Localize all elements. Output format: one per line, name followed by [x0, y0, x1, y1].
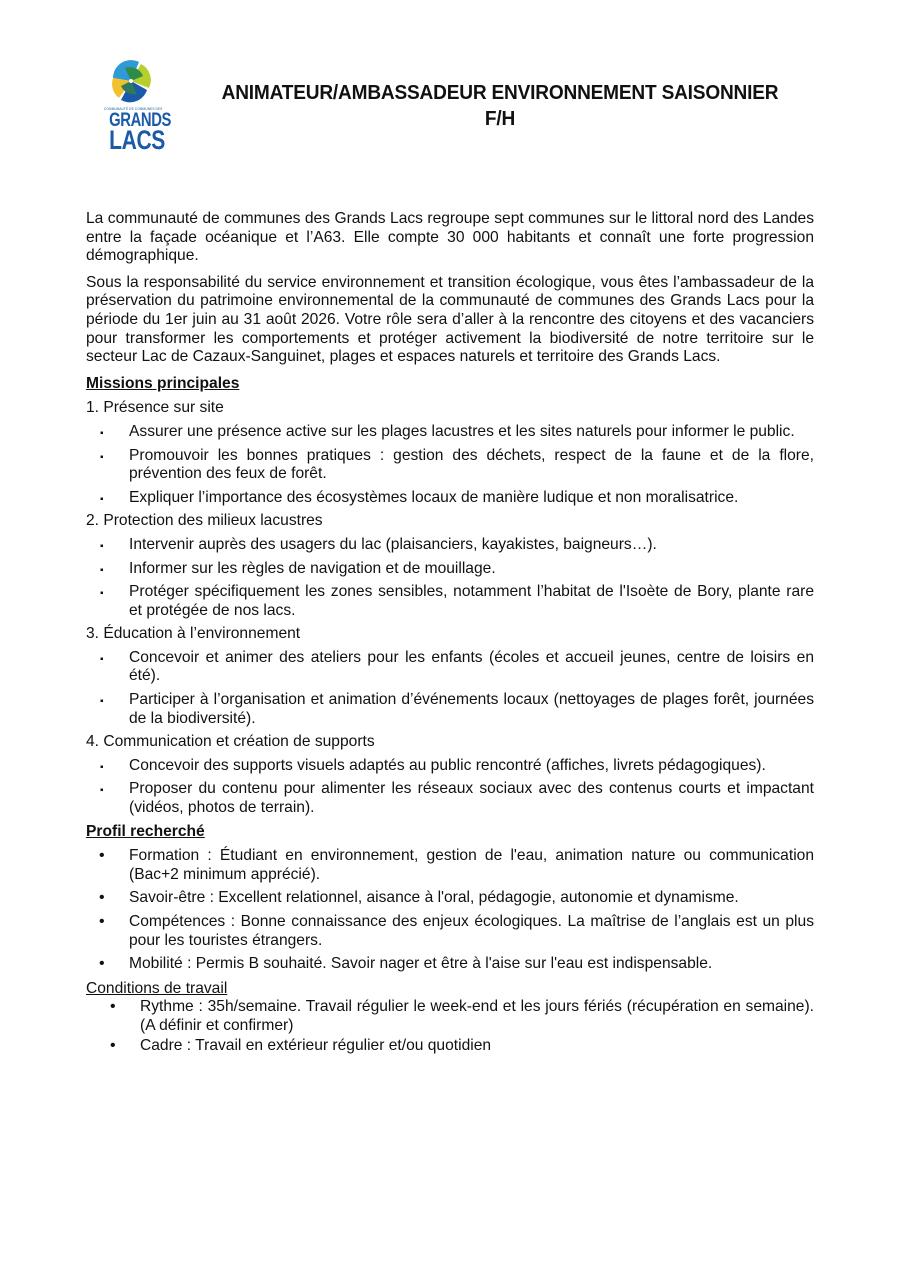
dot-bullet-icon: •	[99, 847, 105, 865]
square-bullet-icon: ▪	[100, 588, 104, 600]
title-line-1: ANIMATEUR/AMBASSADEUR ENVIRONNEMENT SAISONNIER	[221, 81, 779, 104]
mission-list	[86, 423, 814, 507]
dot-bullet-icon: •	[110, 1036, 116, 1054]
square-bullet-icon: ▪	[100, 564, 104, 576]
conditions-heading: Conditions de travail	[86, 979, 228, 997]
profil-list	[86, 847, 814, 974]
square-bullet-icon: ▪	[100, 427, 104, 439]
mission-section-title: 3. Éducation à l’environnement	[86, 625, 301, 643]
mission-section-title: 4. Communication et création de supports	[86, 733, 375, 751]
dot-bullet-icon: •	[99, 913, 105, 930]
list-item: • Cadre : Travail en extérieur régulier et/ou quotidien	[110, 1036, 492, 1054]
list-item: ▪ Informer sur les règles de navigation et de mouillage.	[86, 560, 814, 579]
mission-section-title: 2. Protection des milieux lacustres	[86, 512, 323, 530]
logo-lacs: LACS	[109, 125, 165, 155]
mission-list	[86, 536, 814, 620]
list-item: ▪ Protéger spécifiquement les zones sensibles, notamment l’habitat de l'Isoète de Bory, plante rare et protégée de nos lacs.	[100, 583, 814, 619]
mission-list	[86, 757, 814, 818]
list-item: ▪ Expliquer l’importance des écosystèmes locaux de manière ludique et non moralisatrice.	[86, 489, 814, 508]
dot-bullet-icon: •	[99, 889, 105, 907]
page-title	[202, 80, 797, 132]
mission-list	[86, 649, 814, 728]
list-item: ▪ Participer à l’organisation et animation d’événements locaux (nettoyages de plages forêt, journées de la biodiversité).	[100, 691, 814, 727]
dot-bullet-icon: •	[99, 955, 105, 973]
logo-grands: GRANDS	[109, 110, 172, 131]
list-item: ▪ Concevoir des supports visuels adaptés au public rencontré (affiches, livrets pédagogiques).	[86, 757, 814, 776]
square-bullet-icon: ▪	[100, 451, 104, 463]
mission-section-title: 1. Présence sur site	[86, 399, 224, 417]
list-item: ▪ Promouvoir les bonnes pratiques : gestion des déchets, respect de la faune et de la flore, prévention des feux de forêt.	[100, 446, 814, 483]
square-bullet-icon: ▪	[100, 493, 104, 505]
square-bullet-icon: ▪	[100, 540, 104, 552]
dot-bullet-icon: •	[110, 998, 116, 1016]
list-item: • Compétences : Bonne connaissance des enjeux écologiques. La maîtrise de l’anglais est un plus pour les touristes étrangers.	[99, 913, 814, 949]
title-line-2: F/H	[484, 107, 516, 130]
list-item: ▪ Concevoir et animer des ateliers pour les enfants (écoles et accueil jeunes, centre de loisirs en été).	[100, 648, 814, 685]
list-item: • Mobilité : Permis B souhaité. Savoir nager et être à l'aise sur l'eau est indispensable.	[99, 955, 713, 973]
intro-paragraph: La communauté de communes des Grands Lacs regroupe sept communes sur le littoral nord des Landes entre la façade océanique et l’A63. Elle compte 30 000 habitants et connaît une forte progression démographique.	[86, 210, 814, 265]
list-item: • Savoir-être : Excellent relationnel, aisance à l'oral, pédagogie, autonomie et dynamisme.	[99, 889, 739, 907]
square-bullet-icon: ▪	[100, 696, 104, 708]
logo-subtitle: COMMUNAUTÉ DE COMMUNES DES	[104, 107, 163, 111]
square-bullet-icon: ▪	[100, 761, 104, 773]
missions-heading: Missions principales	[86, 374, 240, 392]
list-item: ▪ Assurer une présence active sur les plages lacustres et les sites naturels pour informer le public.	[86, 423, 814, 442]
square-bullet-icon: ▪	[100, 653, 104, 665]
list-item: ▪ Intervenir auprès des usagers du lac (plaisanciers, kayakistes, baigneurs…).	[86, 536, 814, 555]
logo-emblem-icon	[103, 56, 159, 106]
conditions-list	[86, 998, 814, 1055]
square-bullet-icon: ▪	[100, 785, 104, 797]
intro-paragraph: Sous la responsabilité du service environnement et transition écologique, vous êtes l’ambassadeur de la préservation du patrimoine environnemental de la communauté de communes des Grands Lacs pour la période du 1er juin au 31 août 2026. Votre rôle sera d’aller à la rencontre des citoyens et des vacanciers pour transformer les comportements et protéger activement la biodiversité de notre territoire sur le secteur Lac de Cazaux-Sanguinet, plages et espaces naturels et territoire des Grands Lacs.	[86, 273, 814, 366]
profil-heading: Profil recherché	[86, 822, 205, 840]
document-body	[86, 210, 814, 1060]
list-item: • Rythme : 35h/semaine. Travail régulier le week-end et les jours fériés (récupération en semaine). (A définir et confirmer)	[110, 998, 814, 1034]
list-item: • Formation : Étudiant en environnement, gestion de l'eau, animation nature ou communication (Bac+2 minimum apprécié).	[99, 847, 814, 883]
list-item: ▪ Proposer du contenu pour alimenter les réseaux sociaux avec des contenus courts et impactant (vidéos, photos de terrain).	[100, 780, 814, 817]
